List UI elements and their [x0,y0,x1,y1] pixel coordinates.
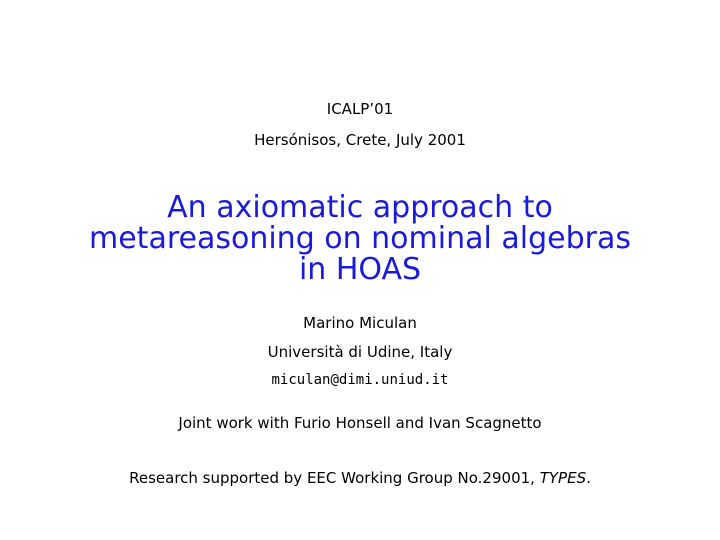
conference-name: ICALP’01 [326,100,394,118]
author-name: Marino Miculan [303,314,417,332]
conference-location-date: Hersónisos, Crete, July 2001 [254,131,466,149]
joint-work-note: Joint work with Furio Honsell and Ivan Scagnetto [178,414,542,432]
slide-title [0,192,720,285]
author-affiliation: Università di Udine, Italy [267,343,453,361]
funding-prefix: Research supported by EEC Working Group No.29001, [129,469,535,487]
funding-project: TYPES [539,469,587,487]
funding-suffix: . [586,469,591,487]
author-email: miculan@dimi.uniud.it [271,372,449,388]
title-line: in HOAS [298,252,422,287]
title-line: An axiomatic approach to [167,190,553,225]
funding-note [0,469,720,487]
title-line: metareasoning on nominal algebras [89,221,631,256]
